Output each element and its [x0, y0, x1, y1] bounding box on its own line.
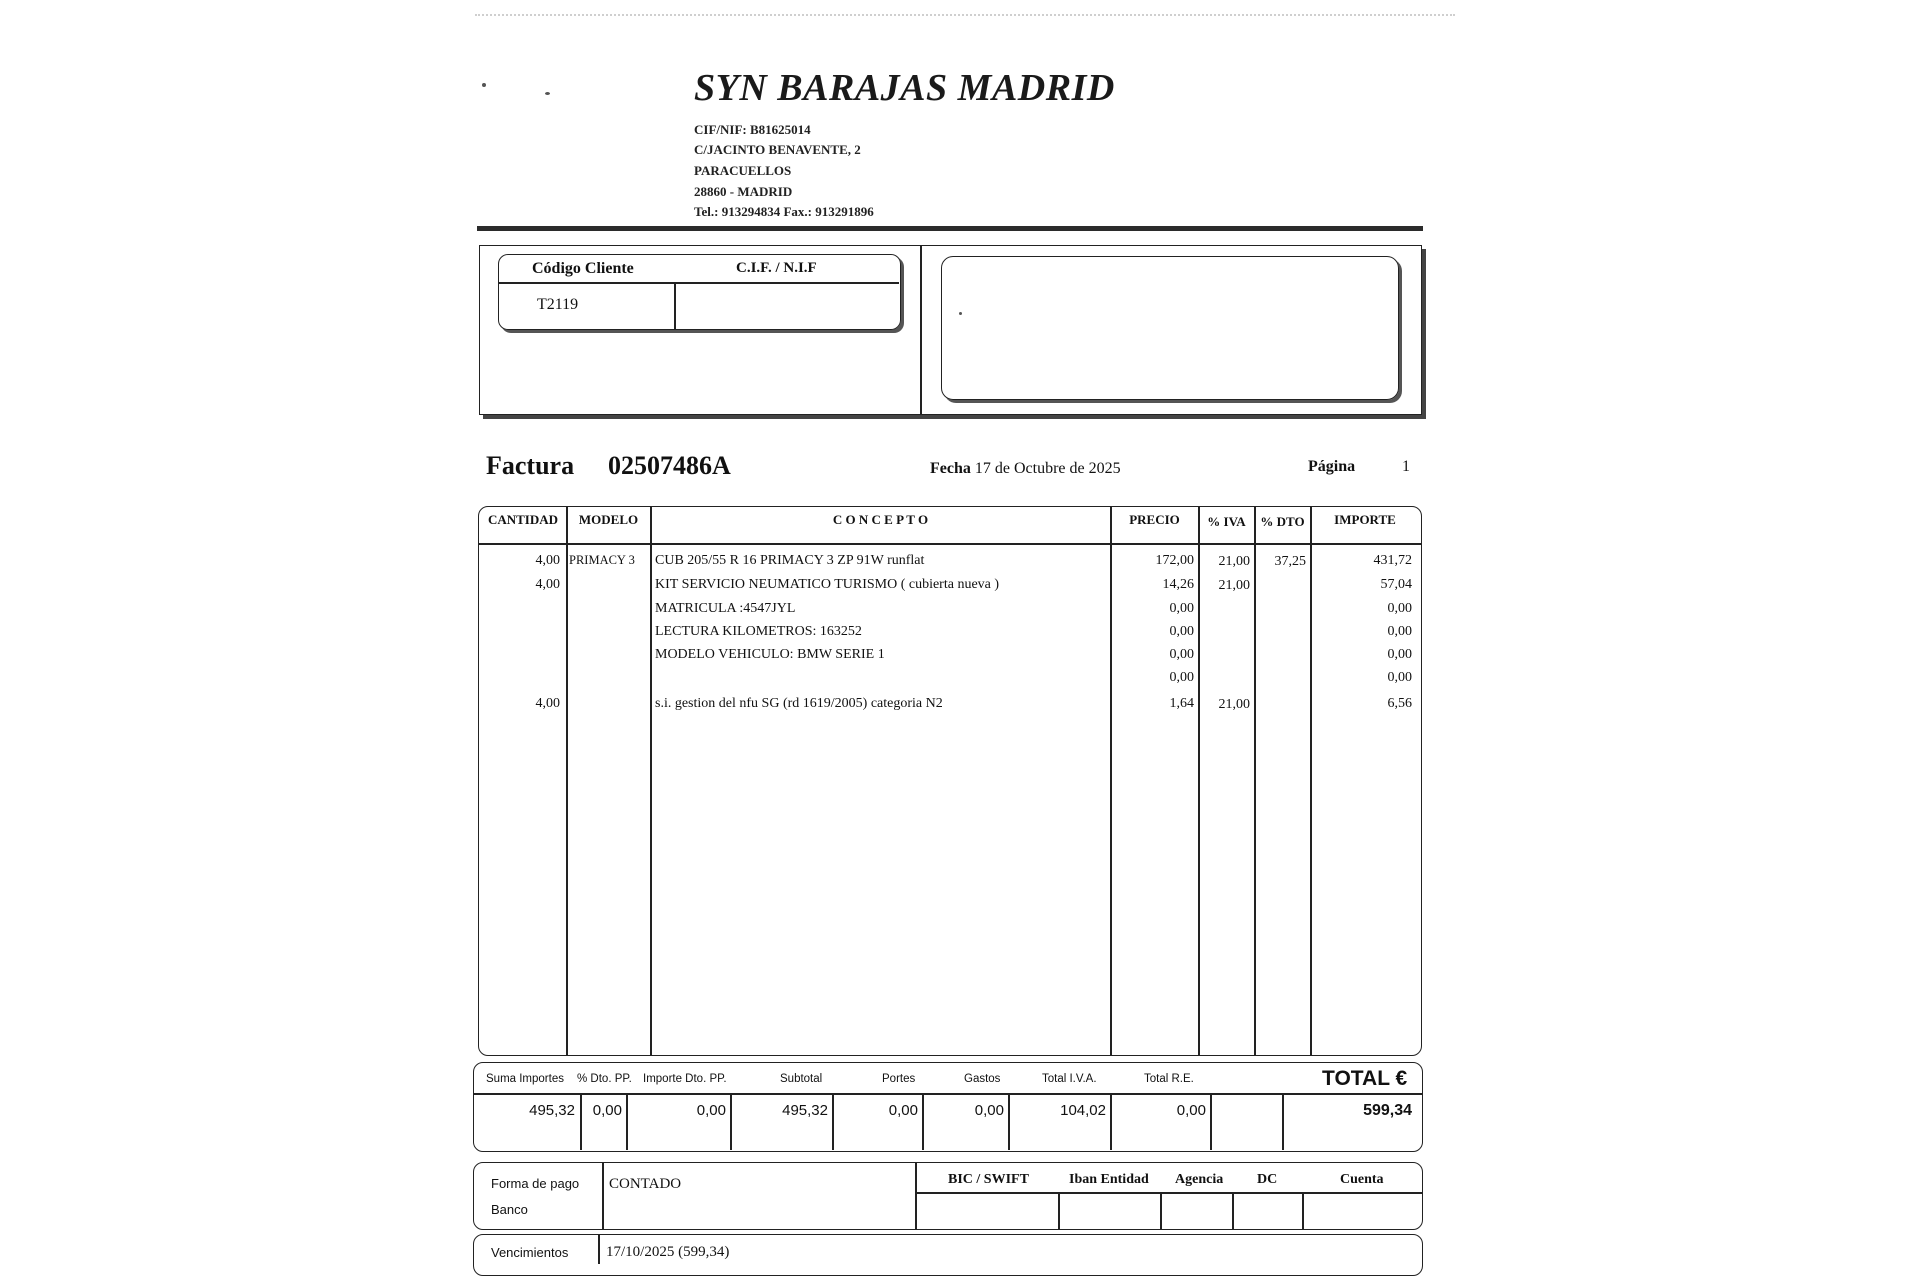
- label-dc: DC: [1257, 1172, 1278, 1187]
- due-label: Vencimientos: [491, 1245, 569, 1260]
- client-code-label: Código Cliente: [532, 260, 634, 277]
- company-phone: Tel.: 913294834 Fax.: 913291896: [694, 204, 874, 219]
- payment-method: CONTADO: [609, 1176, 682, 1192]
- label-portes: Portes: [882, 1073, 916, 1085]
- cell-precio: 0,00: [1169, 647, 1194, 662]
- cell-precio: 1,64: [1169, 696, 1194, 711]
- header-rule: [477, 226, 1423, 231]
- value-total-re: 0,00: [1176, 1102, 1206, 1119]
- totals-separator: [474, 1093, 1422, 1095]
- scan-artifact: [475, 14, 1455, 18]
- invoice-date-label: Fecha: [930, 460, 971, 477]
- value-suma-importes: 495,32: [529, 1102, 575, 1119]
- cell-precio: 0,00: [1169, 670, 1194, 685]
- cell-concepto: CUB 205/55 R 16 PRIMACY 3 ZP 91W runflat: [655, 553, 925, 568]
- cell-precio: 14,26: [1162, 577, 1194, 592]
- header-cantidad: CANTIDAD: [487, 512, 559, 527]
- page-number: 1: [1402, 458, 1410, 475]
- bank-divider: [1160, 1193, 1162, 1229]
- label-total-iva: Total I.V.A.: [1042, 1073, 1097, 1085]
- payment-divider: [915, 1162, 917, 1230]
- bank-divider: [1302, 1193, 1304, 1229]
- bank-divider: [1058, 1193, 1060, 1229]
- cell-importe: 0,00: [1387, 601, 1412, 616]
- due-value: 17/10/2025 (599,34): [606, 1244, 730, 1260]
- cell-importe: 57,04: [1380, 577, 1412, 592]
- cell-importe: 0,00: [1387, 670, 1412, 685]
- cell-precio: 0,00: [1169, 601, 1194, 616]
- value-portes: 0,00: [888, 1102, 918, 1119]
- scan-speck: [545, 92, 550, 95]
- column-divider: [1254, 506, 1256, 1056]
- value-dto-pp: 0,00: [592, 1102, 622, 1119]
- invoice-date-row: [930, 460, 1121, 478]
- page-label: Página: [1308, 458, 1356, 475]
- client-cif-label: C.I.F. / N.I.F: [736, 260, 817, 276]
- client-box-divider: [674, 283, 676, 329]
- totals-divider: [1210, 1094, 1212, 1150]
- cell-cantidad: 4,00: [535, 553, 560, 568]
- value-gastos: 0,00: [974, 1102, 1004, 1119]
- cell-dto: 37,25: [1274, 554, 1306, 569]
- label-gastos: Gastos: [964, 1073, 1001, 1085]
- value-total: 599,34: [1363, 1102, 1412, 1119]
- label-suma-importes: Suma Importes: [486, 1073, 564, 1085]
- label-cuenta: Cuenta: [1340, 1172, 1384, 1187]
- cell-modelo: PRIMACY 3: [569, 553, 635, 567]
- client-address-box: [941, 256, 1399, 400]
- client-box-separator: [499, 282, 899, 284]
- company-town: PARACUELLOS: [694, 163, 792, 178]
- cell-iva: 21,00: [1218, 697, 1250, 712]
- label-dto-pp: % Dto. PP.: [577, 1073, 632, 1085]
- client-code: T2119: [537, 296, 579, 313]
- column-divider: [566, 506, 568, 1056]
- cell-concepto: KIT SERVICIO NEUMATICO TURISMO ( cubierta nueva ): [655, 577, 1000, 592]
- client-area-divider: [920, 245, 922, 415]
- label-bic-swift: BIC / SWIFT: [948, 1172, 1029, 1187]
- cell-cantidad: 4,00: [535, 577, 560, 592]
- cell-iva: 21,00: [1218, 578, 1250, 593]
- label-importe-dto-pp: Importe Dto. PP.: [643, 1073, 727, 1085]
- cell-cantidad: 4,00: [535, 696, 560, 711]
- invoice-number: 02507486A: [608, 451, 731, 480]
- header-dto: % DTO: [1260, 514, 1305, 529]
- value-subtotal: 495,32: [782, 1102, 828, 1119]
- company-street: C/JACINTO BENAVENTE, 2: [694, 142, 861, 157]
- bank-label: Banco: [491, 1202, 528, 1217]
- cell-concepto: s.i. gestion del nfu SG (rd 1619/2005) categoria N2: [655, 696, 943, 711]
- header-iva: % IVA: [1207, 514, 1246, 529]
- payment-divider: [602, 1162, 604, 1230]
- label-total: TOTAL €: [1322, 1067, 1408, 1090]
- scan-speck: [482, 83, 486, 87]
- header-concepto: C O N C E P T O: [832, 512, 929, 527]
- cell-iva: 21,00: [1218, 554, 1250, 569]
- company-city: 28860 - MADRID: [694, 184, 793, 199]
- bank-separator: [916, 1192, 1422, 1194]
- items-table-header-rule: [479, 543, 1421, 545]
- invoice-label: Factura: [486, 451, 575, 480]
- payment-method-label: Forma de pago: [491, 1176, 580, 1191]
- company-name: SYN BARAJAS MADRID: [694, 67, 1115, 109]
- cell-concepto: MODELO VEHICULO: BMW SERIE 1: [655, 647, 885, 662]
- label-total-re: Total R.E.: [1144, 1073, 1194, 1085]
- cell-importe: 0,00: [1387, 624, 1412, 639]
- scan-speck: [959, 312, 962, 315]
- invoice-date: 17 de Octubre de 2025: [974, 460, 1121, 477]
- label-agencia: Agencia: [1175, 1172, 1224, 1187]
- cell-importe: 431,72: [1373, 553, 1412, 568]
- cell-concepto: LECTURA KILOMETROS: 163252: [655, 624, 862, 639]
- cell-precio: 0,00: [1169, 624, 1194, 639]
- value-total-iva: 104,02: [1060, 1102, 1106, 1119]
- label-subtotal: Subtotal: [780, 1073, 823, 1085]
- header-importe: IMPORTE: [1334, 512, 1396, 527]
- cell-importe: 0,00: [1387, 647, 1412, 662]
- value-importe-dto-pp: 0,00: [696, 1102, 726, 1119]
- cell-importe: 6,56: [1387, 696, 1412, 711]
- header-precio: PRECIO: [1129, 512, 1180, 527]
- label-iban-entidad: Iban Entidad: [1069, 1172, 1149, 1187]
- totals-divider: [730, 1094, 732, 1150]
- cell-concepto: MATRICULA :4547JYL: [655, 601, 796, 616]
- bank-divider: [1232, 1193, 1234, 1229]
- cell-precio: 172,00: [1155, 553, 1194, 568]
- header-modelo: MODELO: [578, 512, 639, 527]
- company-cif: CIF/NIF: B81625014: [694, 122, 811, 137]
- column-divider: [650, 506, 652, 1056]
